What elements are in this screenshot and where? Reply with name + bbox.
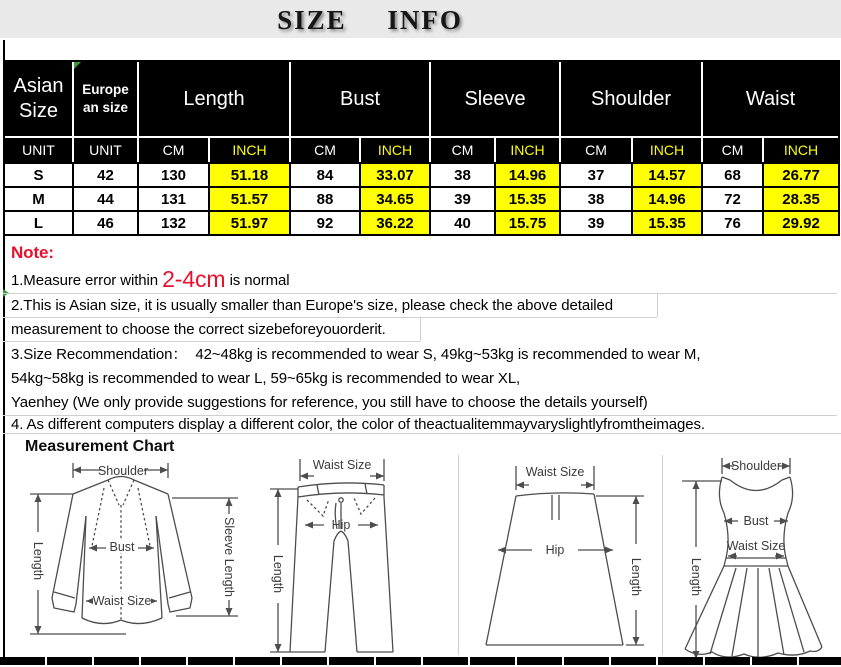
shirt-sleeve-length-label: Sleeve Length bbox=[222, 517, 236, 597]
unit-cell: UNIT bbox=[74, 136, 139, 162]
shirt-length-label: Length bbox=[31, 541, 45, 581]
skirt-hip-label: Hip bbox=[545, 543, 565, 557]
pants-waist-label: Waist Size bbox=[312, 458, 372, 472]
value-cell: 15.35 bbox=[496, 186, 561, 210]
dress-length-label: Length bbox=[689, 557, 703, 597]
gridline bbox=[3, 433, 841, 434]
value-cell: 44 bbox=[74, 186, 139, 210]
unit-cell: CM bbox=[703, 136, 764, 162]
value-cell: 14.57 bbox=[633, 162, 703, 186]
col-header-sleeve: Sleeve bbox=[431, 62, 561, 136]
value-cell: 84 bbox=[291, 162, 361, 186]
value-cell: 15.35 bbox=[633, 210, 703, 234]
unit-cell: CM bbox=[431, 136, 496, 162]
unit-cell: INCH bbox=[764, 136, 838, 162]
note-2-line-1: 2.This is Asian size, it is usually smaller than Europe's size, please check the above detailed bbox=[11, 297, 614, 314]
value-cell: 130 bbox=[139, 162, 210, 186]
value-cell: 39 bbox=[561, 210, 633, 234]
table-row-size-l bbox=[5, 210, 838, 234]
shirt-bust-label: Bust bbox=[109, 540, 135, 554]
unit-cell: CM bbox=[139, 136, 210, 162]
value-cell: 51.18 bbox=[210, 162, 291, 186]
value-cell: 92 bbox=[291, 210, 361, 234]
value-cell: 46 bbox=[74, 210, 139, 234]
value-cell: 38 bbox=[431, 162, 496, 186]
value-cell: 39 bbox=[431, 186, 496, 210]
value-cell: 132 bbox=[139, 210, 210, 234]
skirt-length-label: Length bbox=[629, 557, 643, 597]
value-cell: 51.97 bbox=[210, 210, 291, 234]
note-1-text-suffix: is normal bbox=[225, 272, 290, 289]
value-cell: 14.96 bbox=[496, 162, 561, 186]
shirt-shoulder-label: Shoulder bbox=[97, 464, 149, 478]
value-cell: 72 bbox=[703, 186, 764, 210]
unit-cell: INCH bbox=[633, 136, 703, 162]
note-4: 4. As different computers display a different color, the color of theactualitemmayvaryslightlyfromtheimages. bbox=[11, 416, 705, 433]
table-row-size-s bbox=[5, 162, 838, 186]
value-cell: 36.22 bbox=[361, 210, 431, 234]
value-cell: 42 bbox=[74, 162, 139, 186]
cropped-table-edge bbox=[0, 657, 841, 665]
note-3-line-1: 3.Size Recommendation： 42~48kg is recommended to wear S, 49kg~53kg is recommended to wear M, bbox=[11, 346, 701, 363]
unit-cell: CM bbox=[561, 136, 633, 162]
pants-diagram bbox=[262, 455, 417, 660]
value-cell: 68 bbox=[703, 162, 764, 186]
value-cell: 40 bbox=[431, 210, 496, 234]
gridline bbox=[662, 455, 663, 655]
note-3-line-2: 54kg~58kg is recommended to wear L, 59~65kg is recommended to wear XL, bbox=[11, 370, 521, 387]
dress-shoulder-label: Shoulder bbox=[730, 459, 782, 473]
col-header-length: Length bbox=[139, 62, 291, 136]
size-cell: M bbox=[5, 186, 74, 210]
size-cell: S bbox=[5, 162, 74, 186]
skirt-diagram bbox=[466, 462, 651, 657]
cell-comment-marker-icon bbox=[74, 62, 81, 69]
value-cell: 51.57 bbox=[210, 186, 291, 210]
dress-bust-label: Bust bbox=[743, 514, 769, 528]
skirt-waist-label: Waist Size bbox=[525, 465, 585, 479]
unit-cell: INCH bbox=[361, 136, 431, 162]
value-cell: 38 bbox=[561, 186, 633, 210]
value-cell: 15.75 bbox=[496, 210, 561, 234]
col-header-asian-size: Asian Size bbox=[5, 62, 74, 136]
note-1-highlight: 2-4cm bbox=[162, 266, 226, 292]
unit-cell: UNIT bbox=[5, 136, 74, 162]
note-3-line-3: Yaenhey (We only provide suggestions for reference, you still have to choose the details yourself) bbox=[11, 394, 648, 411]
size-table bbox=[3, 60, 840, 236]
value-cell: 28.35 bbox=[764, 186, 838, 210]
value-cell: 26.77 bbox=[764, 162, 838, 186]
gridline bbox=[3, 293, 837, 294]
size-cell: L bbox=[5, 210, 74, 234]
value-cell: 34.65 bbox=[361, 186, 431, 210]
gridline bbox=[3, 341, 420, 342]
note-1 bbox=[5, 266, 835, 294]
dress-waist-label: Waist Size bbox=[726, 539, 786, 553]
shirt-waist-label: Waist Size bbox=[92, 594, 152, 608]
note-heading: Note: bbox=[11, 243, 54, 262]
col-header-bust: Bust bbox=[291, 62, 431, 136]
unit-cell: INCH bbox=[496, 136, 561, 162]
unit-cell: CM bbox=[291, 136, 361, 162]
col-header-shoulder: Shoulder bbox=[561, 62, 703, 136]
note-2-line-2: measurement to choose the correct sizebeforeyouorderit. bbox=[11, 321, 386, 338]
gridline bbox=[3, 415, 837, 416]
dress-diagram bbox=[670, 455, 835, 665]
unit-cell: INCH bbox=[210, 136, 291, 162]
shirt-diagram bbox=[16, 458, 251, 658]
table-row-size-m bbox=[5, 186, 838, 210]
value-cell: 76 bbox=[703, 210, 764, 234]
col-header-european-size bbox=[74, 62, 139, 136]
col-header-european-size-label: Europe an size bbox=[82, 82, 129, 115]
pants-length-label: Length bbox=[271, 554, 285, 594]
note-1-text: 1.Measure error within bbox=[11, 272, 163, 289]
value-cell: 33.07 bbox=[361, 162, 431, 186]
gridline bbox=[420, 318, 421, 341]
value-cell: 29.92 bbox=[764, 210, 838, 234]
pants-hip-label: Hip bbox=[331, 518, 351, 532]
value-cell: 37 bbox=[561, 162, 633, 186]
col-header-waist: Waist bbox=[703, 62, 838, 136]
value-cell: 14.96 bbox=[633, 186, 703, 210]
value-cell: 131 bbox=[139, 186, 210, 210]
page-title: SIZE INFO bbox=[277, 5, 463, 35]
title-bar bbox=[0, 0, 841, 38]
measurement-chart-title: Measurement Chart bbox=[25, 438, 175, 455]
gridline bbox=[657, 294, 658, 317]
gridline bbox=[3, 317, 657, 318]
value-cell: 88 bbox=[291, 186, 361, 210]
table-header-row bbox=[5, 62, 838, 136]
unit-row bbox=[5, 136, 838, 162]
gridline bbox=[458, 455, 459, 655]
